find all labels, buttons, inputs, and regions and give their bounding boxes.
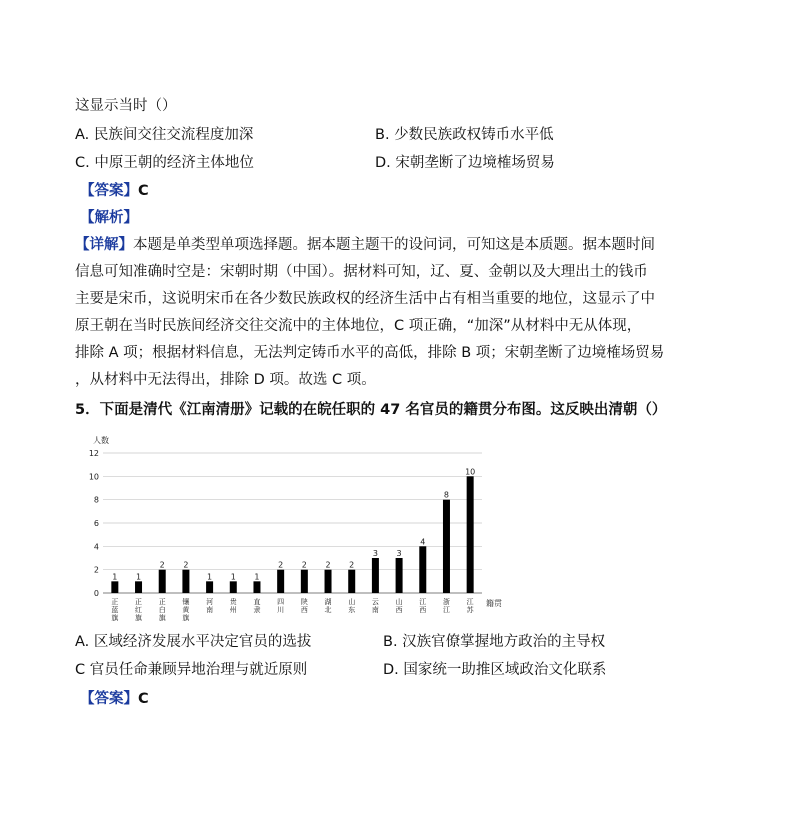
detail-line: 信息可知准确时空是：宋朝时期（中国）。据材料可知，辽、夏、金朝以及大理出土的钱币 xyxy=(75,264,648,280)
x-tick-label: 江西 xyxy=(419,598,427,614)
q5-option-d[interactable]: D. 国家统一助推区域政治文化联系 xyxy=(383,662,607,678)
bar-value-label: 2 xyxy=(349,560,355,570)
x-tick-label: 贵州 xyxy=(229,598,237,614)
x-tick-label: 河南 xyxy=(206,598,214,614)
q4-option-c[interactable]: C. 中原王朝的经济主体地位 xyxy=(75,155,254,171)
y-tick-label: 2 xyxy=(93,565,99,575)
x-tick-label: 正蓝旗 xyxy=(111,598,119,622)
x-tick-label: 正红旗 xyxy=(135,598,143,622)
bar-value-label: 3 xyxy=(396,549,402,558)
answer-tag: 【答案】 xyxy=(80,691,138,707)
q5-answer-line xyxy=(80,689,149,709)
bar-value-label: 2 xyxy=(183,560,189,570)
bar xyxy=(372,558,379,593)
q5-option-a[interactable]: A. 区域经济发展水平决定官员的选拔 xyxy=(75,634,312,650)
bar-value-label: 1 xyxy=(135,572,142,582)
y-tick-label: 12 xyxy=(88,449,99,458)
bar-value-label: 2 xyxy=(278,560,284,570)
bar-value-label: 4 xyxy=(420,537,426,547)
bar-value-label: 1 xyxy=(207,572,213,582)
x-tick-label: 陕西 xyxy=(300,598,308,614)
bar-value-label: 1 xyxy=(230,572,236,582)
y-tick-label: 0 xyxy=(93,589,99,598)
bar-value-label: 1 xyxy=(254,572,260,582)
bar-value-label: 2 xyxy=(159,560,165,570)
answer-value: C xyxy=(138,691,149,707)
bar xyxy=(135,581,142,593)
x-axis-label: 籍贯 xyxy=(486,599,502,608)
q4-option-b[interactable]: B. 少数民族政权铸币水平低 xyxy=(375,127,554,143)
bar xyxy=(277,570,284,593)
x-tick-label: 云南 xyxy=(371,598,379,614)
y-tick-label: 6 xyxy=(93,519,99,528)
bar-value-label: 8 xyxy=(443,490,450,500)
bar xyxy=(419,546,426,593)
bar-value-label: 2 xyxy=(301,560,307,570)
bar xyxy=(325,570,332,593)
bar xyxy=(348,570,355,593)
detail-line: ，从材料中无法得出，排除 D 项。故选 C 项。 xyxy=(75,372,376,388)
q4-option-d[interactable]: D. 宋朝垄断了边境榷场贸易 xyxy=(375,155,555,171)
detail-line: 原王朝在当时民族间经济交往交流中的主体地位，C 项正确，“加深”从材料中无从体现， xyxy=(75,318,642,334)
bar xyxy=(111,581,118,593)
bar xyxy=(206,581,213,593)
x-tick-label: 浙江 xyxy=(442,598,450,614)
bar xyxy=(396,558,403,593)
x-tick-label: 山西 xyxy=(395,598,403,614)
answer-value: C xyxy=(138,183,149,199)
bar xyxy=(443,500,450,593)
detail-line: 主要是宋币，这说明宋币在各少数民族政权的经济生活中占有相当重要的地位，这显示了中 xyxy=(75,291,655,307)
bar-value-label: 2 xyxy=(325,560,331,570)
bar-value-label: 10 xyxy=(465,467,476,477)
q4-stem-end: 这显示当时（） xyxy=(75,98,177,114)
bar xyxy=(467,476,474,593)
x-tick-label: 正白旗 xyxy=(158,598,166,622)
analysis-tag: 【解析】 xyxy=(80,210,138,226)
bar-value-label: 1 xyxy=(112,572,118,582)
x-tick-label: 山东 xyxy=(348,598,356,614)
bar xyxy=(182,570,189,593)
y-tick-label: 8 xyxy=(93,495,99,505)
x-tick-label: 湖北 xyxy=(324,598,332,614)
answer-tag: 【答案】 xyxy=(80,183,138,199)
q5-option-b[interactable]: B. 汉族官僚掌握地方政治的主导权 xyxy=(383,634,606,650)
y-tick-label: 4 xyxy=(93,542,99,552)
x-tick-label: 四川 xyxy=(277,598,285,614)
q5-option-c[interactable]: C 官员任命兼顾异地治理与就近原则 xyxy=(75,662,308,678)
bar xyxy=(159,570,166,593)
detail-text: 本题是单类型单项选择题。据本题主题干的设问词，可知这是本质题。据本题时间 xyxy=(133,237,655,253)
q5-title: 5．下面是清代《江南清册》记载的在皖任职的 47 名官员的籍贯分布图。这反映出清朝（） xyxy=(75,402,667,418)
y-axis-label: 人数 xyxy=(93,436,109,445)
bar xyxy=(253,581,260,593)
bar xyxy=(301,570,308,593)
detail-line: 排除 A 项；根据材料信息，无法判定铸币水平的高低，排除 B 项；宋朝垄断了边境榷场贸易 xyxy=(75,345,665,361)
detail-tag: 【详解】 xyxy=(75,237,133,253)
x-tick-label: 镶黄旗 xyxy=(182,598,190,622)
bar xyxy=(230,581,237,593)
q4-option-a[interactable]: A. 民族间交往交流程度加深 xyxy=(75,127,254,143)
y-tick-label: 10 xyxy=(88,472,99,482)
x-tick-label: 直隶 xyxy=(253,598,261,614)
bar-value-label: 3 xyxy=(372,549,378,558)
x-tick-label: 江苏 xyxy=(466,598,474,614)
